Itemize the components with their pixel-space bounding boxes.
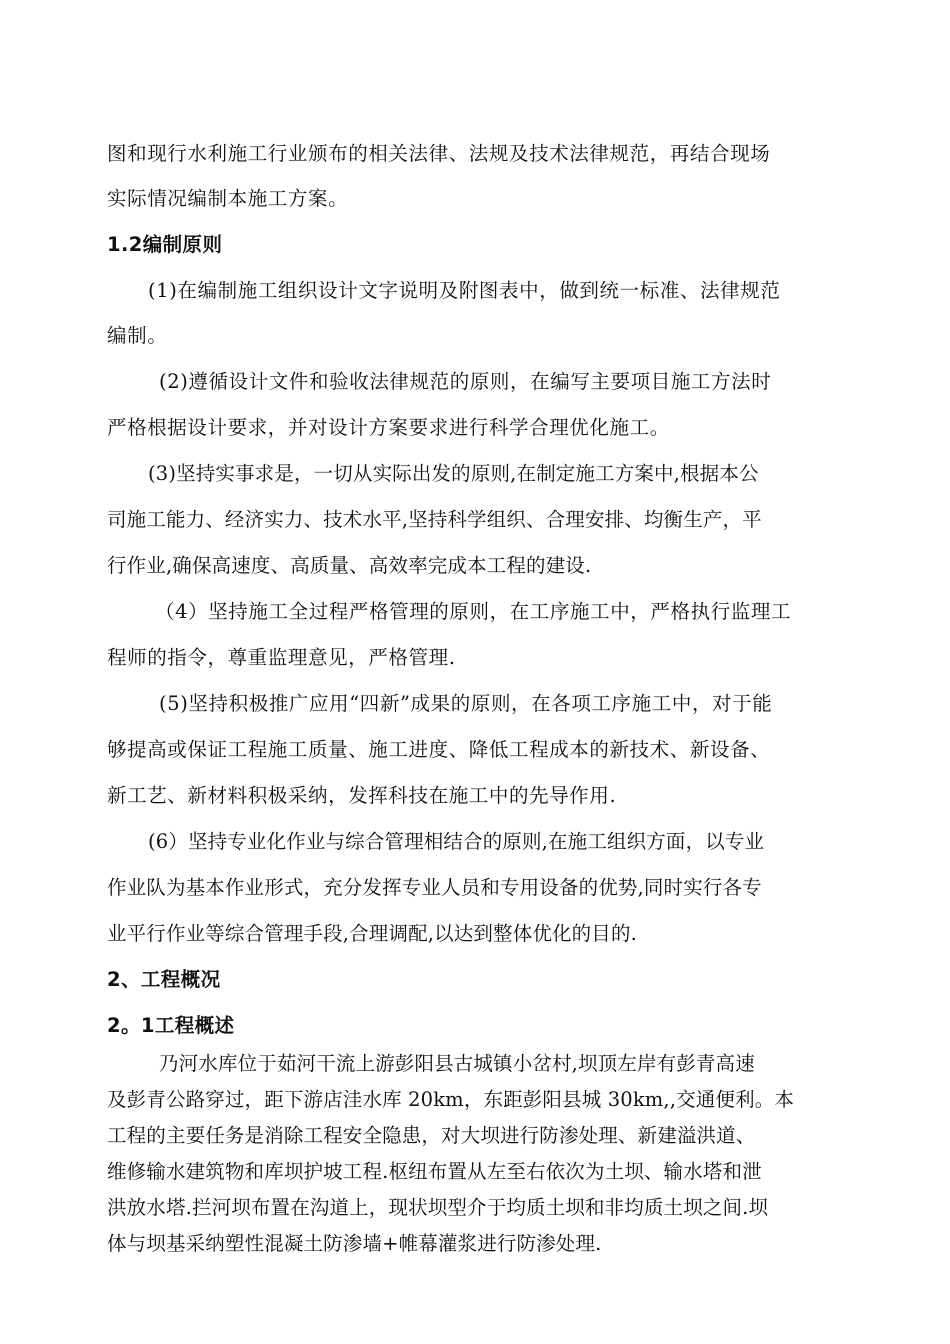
principle-3-line-2: 司施工能力、经济实力、技术水平,坚持科学组织、合理安排、均衡生产，平 bbox=[107, 508, 762, 531]
overview-line-6: 体与坝基采纳塑性混凝土防渗墙+帷幕灌浆进行防渗处理. bbox=[107, 1232, 602, 1255]
section-2-heading: 2、工程概况 bbox=[107, 968, 221, 991]
principle-6-line-3: 业平行作业等综合管理手段,合理调配,以达到整体优化的目的. bbox=[107, 922, 637, 945]
overview-line-5: 洪放水塔.拦河坝布置在沟道上，现状坝型介于均质土坝和非均质土坝之间.坝 bbox=[107, 1196, 769, 1219]
principle-6-line-1: (6）坚持专业化作业与综合管理相结合的原则,在施工组织方面，以专业 bbox=[148, 830, 765, 853]
principle-3-line-1: (3)坚持实事求是，一切从实际出发的原则,在制定施工方案中,根据本公 bbox=[148, 462, 759, 485]
principle-5-line-3: 新工艺、新材料积极采纳，发挥科技在施工中的先导作用. bbox=[107, 784, 617, 807]
section-2-1-heading: 2。1工程概述 bbox=[107, 1014, 235, 1037]
principle-4-line-2: 程师的指令，尊重监理意见，严格管理. bbox=[107, 646, 456, 669]
principle-4-line-1: （4）坚持施工全过程严格管理的原则，在工序施工中，严格执行监理工 bbox=[155, 600, 792, 623]
intro-line-1: 图和现行水利施工行业颁布的相关法律、法规及技术法律规范，再结合现场 bbox=[107, 142, 771, 165]
intro-line-2: 实际情况编制本施工方案。 bbox=[107, 187, 349, 210]
overview-line-3: 工程的主要任务是消除工程安全隐患，对大坝进行防渗处理、新建溢洪道、 bbox=[107, 1124, 756, 1147]
section-1-2-heading: 1.2编制原则 bbox=[107, 233, 223, 256]
principle-2-line-1: (2)遵循设计文件和验收法律规范的原则，在编写主要项目施工方法时 bbox=[159, 370, 772, 393]
principle-3-line-3: 行作业,确保高速度、高质量、高效率完成本工程的建设. bbox=[107, 554, 592, 577]
principle-1-line-2: 编制。 bbox=[107, 324, 168, 347]
overview-line-1: 乃河水库位于茹河干流上游彭阳县古城镇小岔村,坝顶左岸有彭青高速 bbox=[159, 1052, 755, 1075]
principle-5-line-2: 够提高或保证工程施工质量、施工进度、降低工程成本的新技术、新设备、 bbox=[107, 738, 771, 761]
overview-line-2: 及彭青公路穿过，距下游店洼水库 20km，东距彭阳县城 30km,,交通便利。本 bbox=[107, 1088, 795, 1111]
principle-5-line-1: (5)坚持积极推广应用“四新”成果的原则，在各项工序施工中，对于能 bbox=[159, 692, 773, 715]
principle-2-line-2: 严格根据设计要求，并对设计方案要求进行科学合理优化施工。 bbox=[107, 416, 670, 439]
principle-1-line-1: (1)在编制施工组织设计文字说明及附图表中，做到统一标准、法律规范 bbox=[148, 279, 781, 302]
overview-line-4: 维修输水建筑物和库坝护坡工程.枢纽布置从左至右依次为土坝、输水塔和泄 bbox=[107, 1160, 762, 1183]
principle-6-line-2: 作业队为基本作业形式，充分发挥专业人员和专用设备的优势,同时实行各专 bbox=[107, 876, 762, 899]
